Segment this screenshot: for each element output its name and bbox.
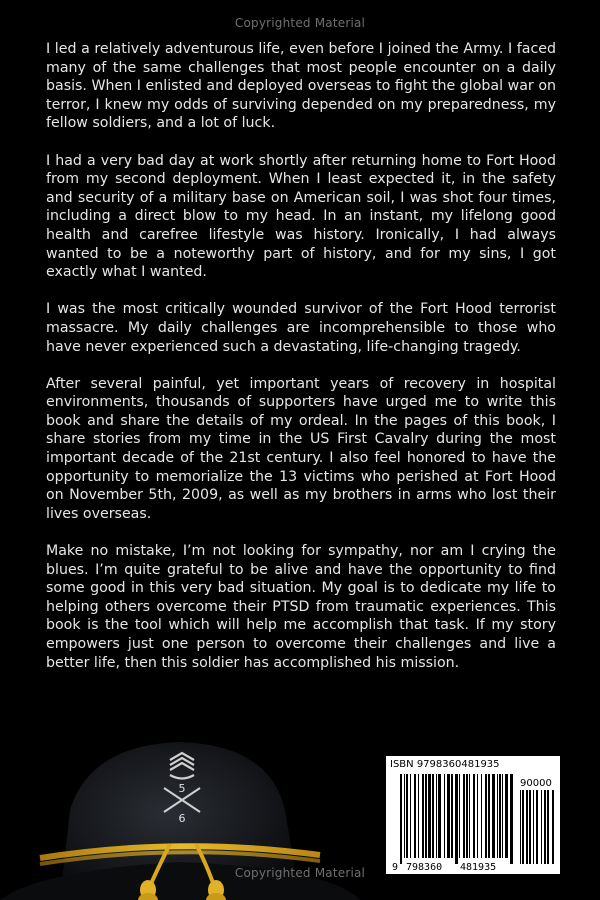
blurb-paragraph: I had a very bad day at work shortly after returning home to Fort Hood from my second deployment. When I least expected it, in the safety and security of a military base on American soil, I was shot four times, including a direct blow to my head. In an instant, my lifelong good health and carefree lifestyle was history. Ironically, I had always wanted to be a noteworthy part of history, and for my sins, I got exactly what I wanted.	[46, 152, 556, 281]
copyright-watermark-top: Copyrighted Material	[234, 16, 366, 30]
isbn-label: ISBN 9798360481935	[390, 759, 500, 770]
isbn-first-digit: 9	[392, 862, 399, 873]
isbn-left-digits: 798360	[406, 862, 443, 873]
blurb-paragraph: Make no mistake, I’m not looking for sympathy, nor am I crying the blues. I’m quite grateful to be alive and have the opportunity to find some good in this very bad situation. My goal is to dedicate my life to helping others overcome their PTSD from traumatic experiences. This book is the tool which will help me accomplish that task. If my story empowers just one person to overcome their challenges and live a better life, then this soldier has accomplished his mission.	[46, 543, 556, 671]
regiment-number-bottom: 6	[178, 812, 186, 825]
price-code: 90000	[520, 778, 552, 789]
regiment-number-top: 5	[178, 782, 186, 795]
copyright-watermark-bottom: Copyrighted Material	[234, 866, 366, 880]
blurb-paragraph: After several painful, yet important years of recovery in hospital environments, thousands of supporters have urged me to write this book and share the details of my ordeal. In the pages of this book, I share stories from my time in the US First Cavalry during the most important decade of the 21st century. I also feel honored to have the opportunity to memorialize the 13 victims who perished at Fort Hood on November 5th, 2009, as well as my brothers in arms who lost their lives overseas.	[46, 375, 556, 522]
isbn-barcode	[386, 756, 560, 874]
blurb-paragraph: I led a relatively adventurous life, even before I joined the Army. I faced many of the same challenges that most people encounter on a daily basis. When I enlisted and deployed overseas to fight the global war on terror, I knew my odds of surviving depended on my preparedness, my fellow soldiers, and a lot of luck.	[46, 41, 556, 132]
isbn-right-digits: 481935	[460, 862, 497, 873]
back-cover-blurb	[46, 40, 556, 691]
isbn-barcode-box	[386, 756, 560, 874]
blurb-paragraph: I was the most critically wounded survivor of the Fort Hood terrorist massacre. My daily challenges are incomprehensible to those who have never experienced such a devastating, life-changing tragedy.	[46, 301, 556, 355]
